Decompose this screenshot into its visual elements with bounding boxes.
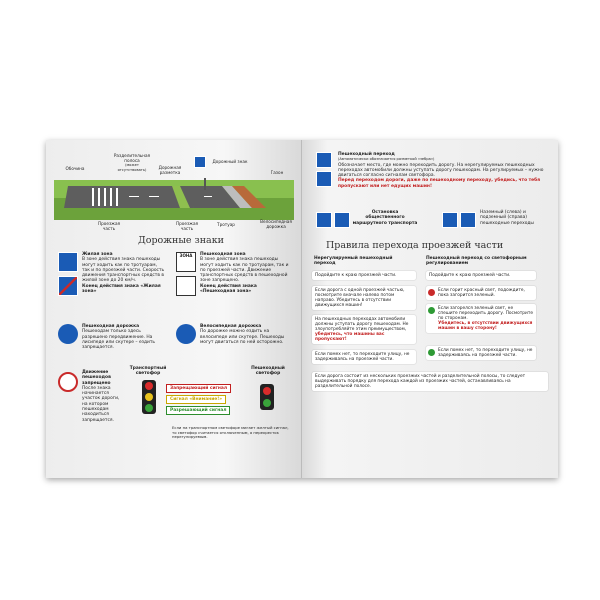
road-label-markings: Дорожная разметка (158, 165, 182, 175)
road-label-sidewalk: Тротуар (217, 222, 235, 227)
living-zone-title: Жилая зона (82, 252, 113, 257)
bike-path-title: Велосипедная дорожка (200, 324, 262, 329)
ped-path-block (82, 324, 166, 350)
crosswalk-warning: Перед переходом дороги, даже по пешеходному переходу, убедись, что тебя пропускают или нет едущих машин! (338, 178, 541, 189)
right-step-1: Подойдите к краю проезжей части. (426, 271, 536, 280)
ped-path-body: Пешеходам только здесь разрешено передвижение. На лисипеде или скутере – ездить запрещается. (82, 329, 156, 351)
attention-signal-label: Сигнал «Внимание!» (166, 395, 226, 404)
road-label-carriageway2: Проезжая часть (176, 221, 199, 231)
ped-zone-block (200, 252, 292, 294)
footer-note: Если дорога состоит из нескольких проезжих частей и разделительной полосы, то следует выдерживать порядку для перехода каждой из проезжих частей, останавливаясь на разделительной полосе. (312, 372, 548, 391)
crosswalk-block (338, 152, 550, 189)
transport-light-label: Транспортный светофор (129, 366, 167, 377)
right-step-2: Если горит красный свет, подождите, пока загорится зеленый. (426, 286, 536, 300)
col-left-title: Нерегулируемый пешеходный переход (314, 256, 393, 267)
road-label-lawn: Газон (270, 170, 284, 175)
left-step-4: Если помех нет, то переходите улицу, не задерживаясь на проезжей части. (312, 350, 416, 364)
bike-path-block (200, 324, 292, 345)
rules-title: Правила перехода проезжей части (326, 240, 504, 251)
bus-stop-sign-icon (316, 212, 332, 228)
ped-zone-title: Пешеходная зона (200, 252, 246, 257)
green-light-icon (428, 307, 435, 314)
no-peds-title: Движение пешеходов запрещено (82, 370, 111, 386)
crosswalk-sign-icon-1 (316, 152, 332, 168)
col-right-title: Пешеходный переход со светофорным регулированием (426, 256, 527, 267)
tram-stop-sign-icon (334, 212, 350, 228)
road-label-bike-lane: Велосипедная дорожка (260, 219, 292, 229)
ped-light-label: Пешеходный светофор (251, 366, 285, 377)
living-zone-body: В зоне действия знака пешеходы могут ходить как по тротуарам, так и по проезжей части. Скорость движения транспортных средств в жилой зоне до 20 км/ч. (82, 257, 165, 284)
road-label-separator: Разделительная полоса (может отсутствовать) (113, 153, 151, 172)
left-step-3: На пешеходных переходах автомобили должны уступать дорогу пешеходам. Не злоупотребляйте этим преимуществом, убедитесь, что машины вас пропускают! (312, 315, 416, 344)
no-peds-body: После знака начинается участок дороги, на котором пешеходам находиться запрещается. (82, 385, 120, 423)
left-page-title: Дорожные знаки (138, 235, 224, 246)
red-light-icon (428, 289, 435, 296)
left-page (46, 140, 302, 478)
ped-traffic-light-icon (260, 384, 274, 410)
no-peds-block (82, 370, 122, 423)
crosswalk-sign-icon-2 (316, 171, 332, 187)
crosswalk-title: Пешеходный переход (338, 152, 395, 157)
ped-path-title: Пешеходная дорожка (82, 324, 140, 329)
ped-zone-end: Конец действия знака «Пешеходная зона» (200, 283, 257, 295)
traffic-light-note: Если на транспортном светофоре мигает желтый сигнал, то светофор считается отключенным, а перекресток нерегулируемым. (172, 425, 289, 440)
living-zone-end-sign-icon (58, 276, 78, 296)
ped-zone-sign-icon: ЗОНА (176, 252, 196, 272)
right-step-4: Если помех нет, то переходите улицу, не задерживаясь на проезжей части. (426, 346, 536, 360)
left-step-1: Подойдите к краю проезжей части. (312, 271, 416, 280)
bike-path-sign-icon (176, 324, 196, 344)
living-zone-end: Конец действия знака «Жилая зона» (82, 283, 161, 295)
road-label-sign: Дорожный знак (212, 159, 248, 164)
crosswalk-body: Обозначает место, где можно переходить дорогу. На нерегулируемых пешеходных переходах автомобили должны уступать дорогу пешеходам. На регулируемых – нужно двигаться согласно сигналам светофора. (338, 162, 544, 179)
forbid-signal-label: Запрещающий сигнал (166, 384, 231, 393)
underground-crossing-sign-icon (460, 212, 476, 228)
ped-zone-body: В зоне действия знака пешеходы могут ходить как по тротуарам, так и по проезжей части. Движение транспортных средств в пешеходной зоне запрещено. (200, 257, 289, 284)
road-label-curb: Обочина (65, 166, 85, 171)
right-page (302, 140, 558, 478)
right-step-3: Если загорелся зеленый свет, не спешите переходить дорогу. Посмотрите по сторонам. Убедитесь, в отсутствии движущихся машин в вашу сторону! (426, 304, 536, 333)
road-diagram (54, 178, 294, 220)
allow-signal-label: Разрешающий сигнал (166, 406, 230, 415)
no-peds-sign-icon (58, 372, 78, 392)
living-zone-sign-icon (58, 252, 78, 272)
road-illustration (54, 178, 294, 220)
crossings-label: Наземный (слева) и подземный (справа) пешеходные переходы (480, 210, 534, 226)
transport-traffic-light-icon (142, 380, 156, 414)
crosswalk-subtitle: (Автоматически обозначается разметкой «зебра») (338, 157, 435, 162)
road-label-carriageway: Проезжая часть (98, 221, 121, 231)
left-step-2: Если дорога с одной проезжей частью, посмотрите вначале налево потом направо. Убедитесь в отсутствии движущихся машин! (312, 286, 416, 310)
booklet-spread (46, 140, 558, 478)
living-zone-block (82, 252, 166, 294)
ped-path-sign-icon (58, 324, 78, 344)
crosswalk-sign-icon (194, 156, 206, 168)
stops-label: Остановка общественного маршрутного транспорта (352, 210, 418, 226)
ped-zone-end-sign-icon (176, 276, 196, 296)
overground-crossing-sign-icon (442, 212, 458, 228)
green-light-icon-2 (428, 349, 435, 356)
bike-path-body: По дорожке можно ездить на велосипеде или скутере. Пешеходы могут двигаться по ней осторожно. (200, 329, 285, 345)
